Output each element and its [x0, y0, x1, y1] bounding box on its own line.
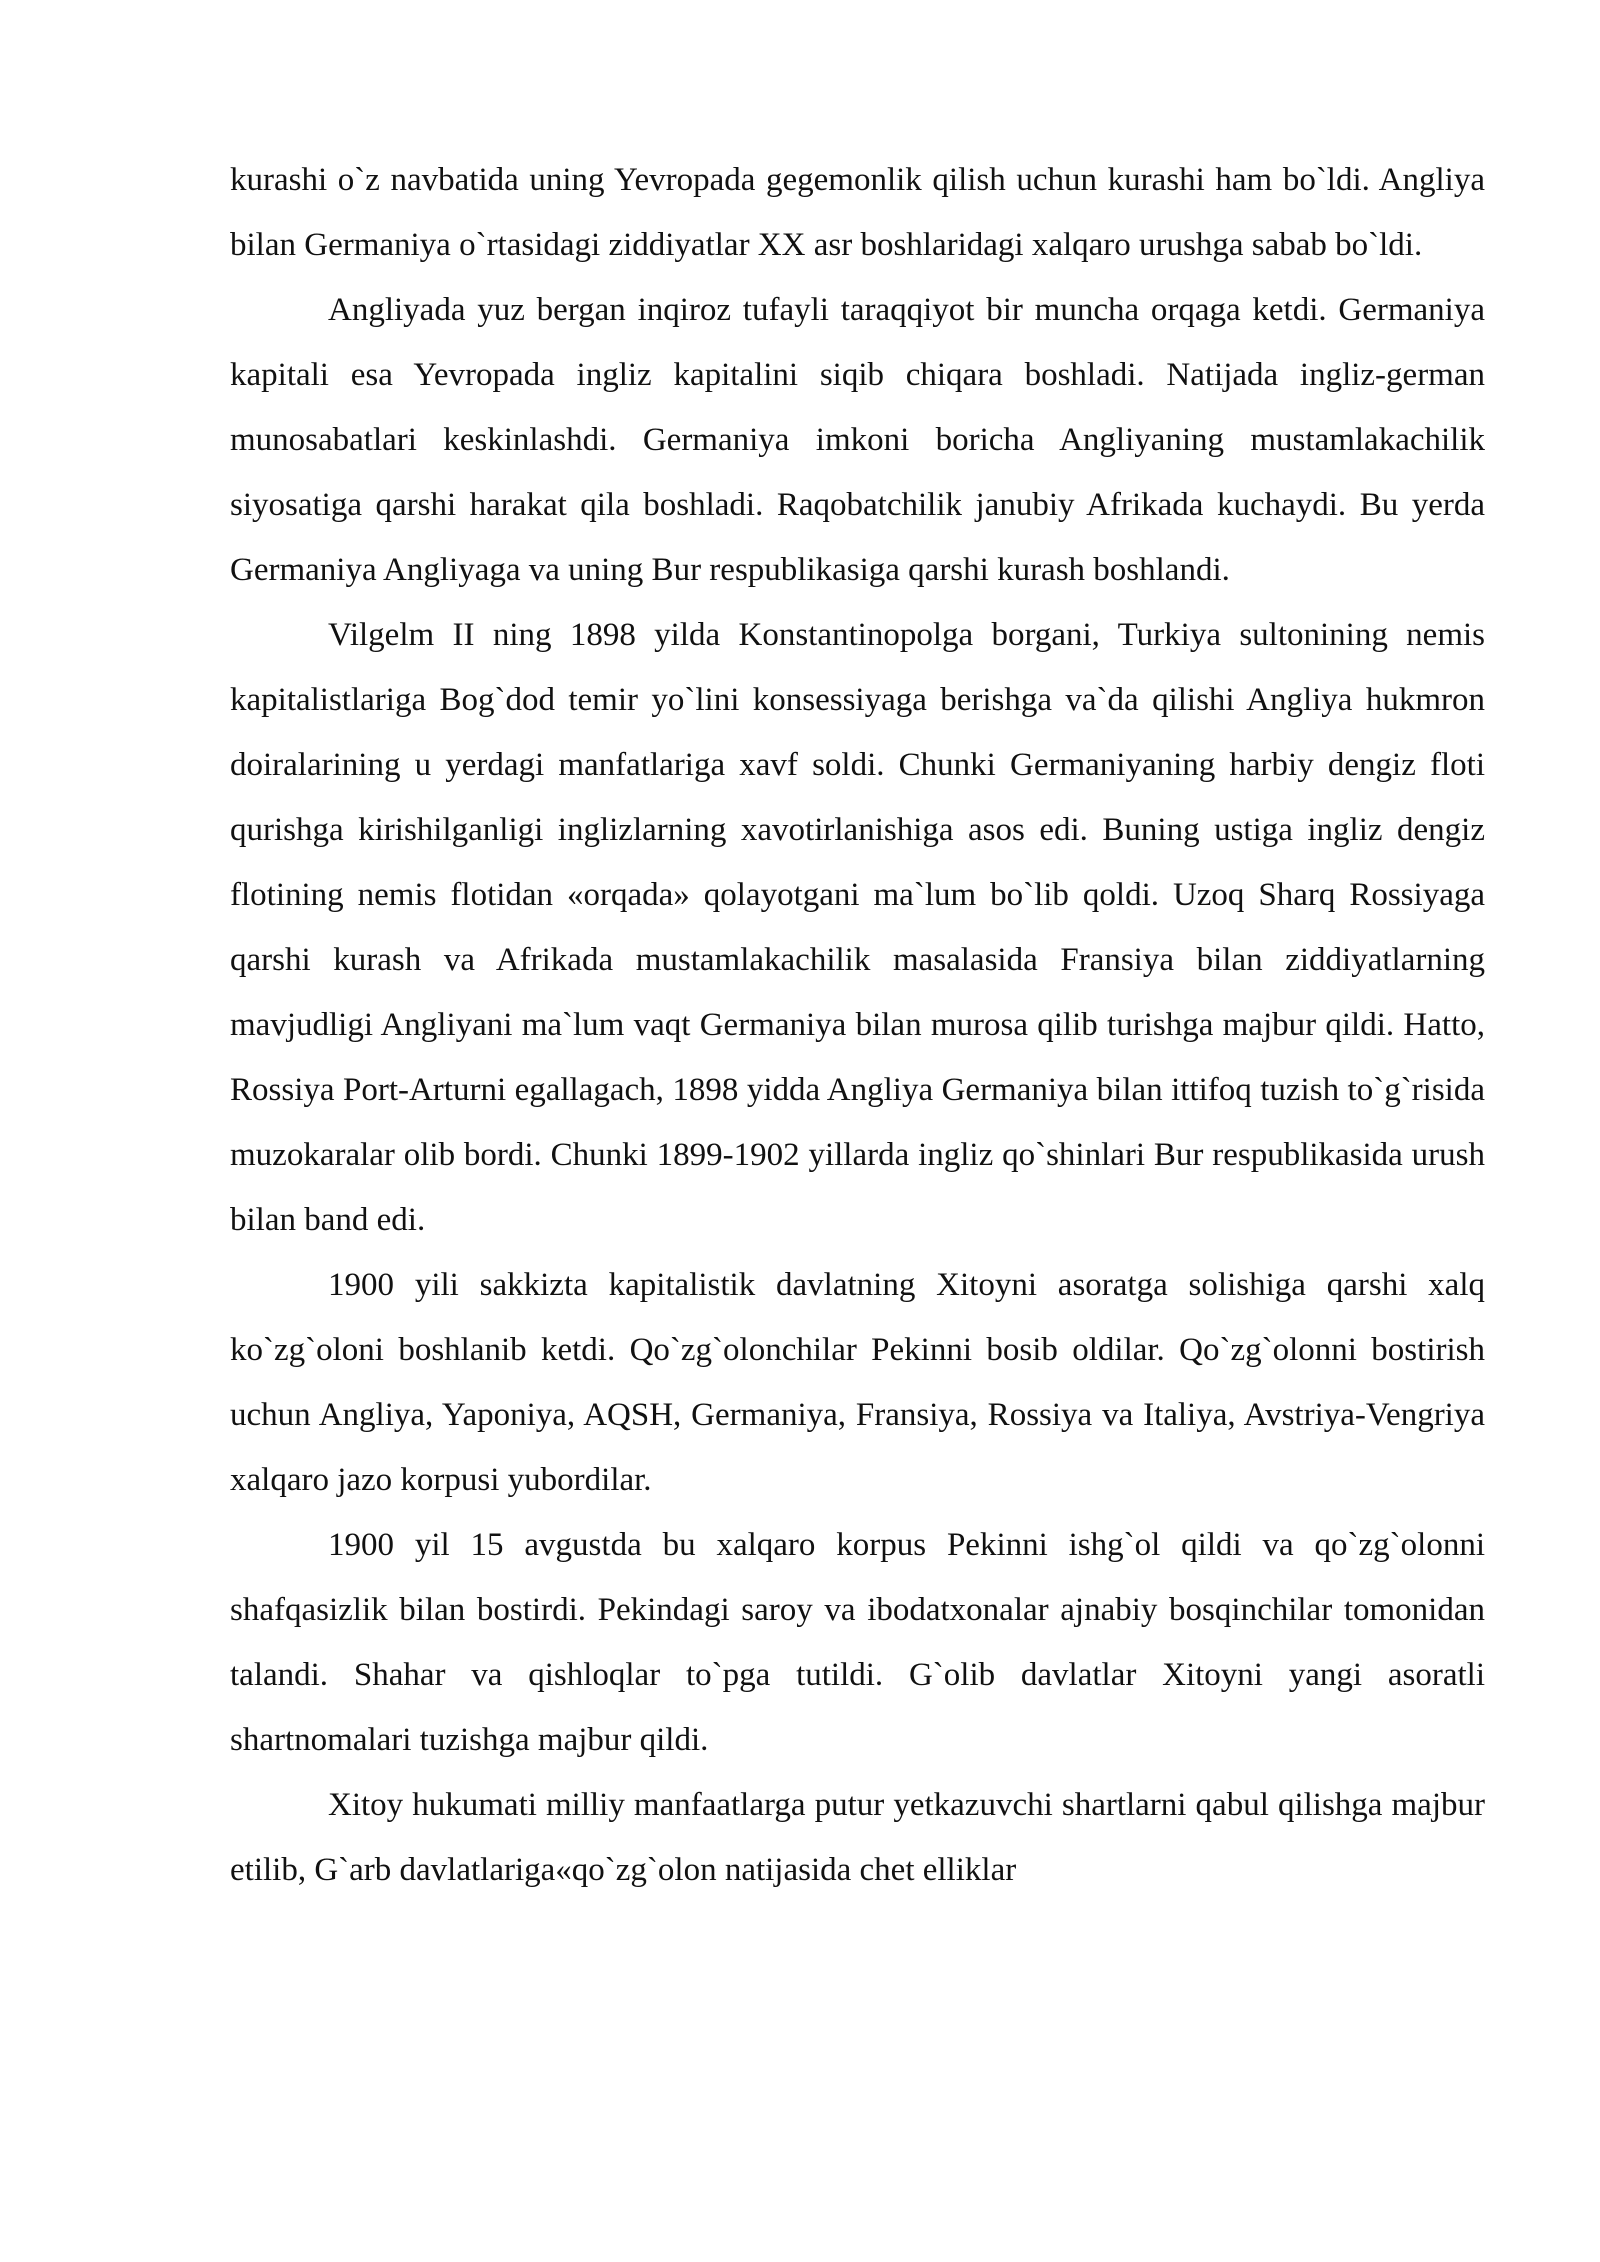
body-text [230, 148, 1485, 1903]
paragraph-2: Angliyada yuz bergan inqiroz tufayli taraqqiyot bir muncha orqaga ketdi. Germaniya kapitali esa Yevropada ingliz kapitalini siqib chiqara boshladi. Natijada ingliz-german munosabatlari keskinlashdi. Germaniya imkoni boricha Angliyaning mustamlakachilik siyosatiga qarshi harakat qila boshladi. Raqobatchilik janubiy Afrikada kuchaydi. Bu yerda Germaniya Angliyaga va uning Bur respublikasiga qarshi kurash boshlandi. [230, 292, 1485, 588]
paragraph-4: 1900 yili sakkizta kapitalistik davlatning Xitoyni asoratga solishiga qarshi xalq ko`zg`oloni boshlanib ketdi. Qo`zg`olonchilar Pekinni bosib oldilar. Qo`zg`olonni bostirish uchun Angliya, Yaponiya, AQSH, Germaniya, Fransiya, Rossiya va Italiya, Avstriya-Vengriya xalqaro jazo korpusi yubordilar. [230, 1267, 1485, 1498]
paragraph-6: Xitoy hukumati milliy manfaatlarga putur yetkazuvchi shartlarni qabul qilishga majbur etilib, G`arb davlatlariga«qo`zg`olon natijasida chet elliklar [230, 1787, 1485, 1888]
paragraph-5: 1900 yil 15 avgustda bu xalqaro korpus Pekinni ishg`ol qildi va qo`zg`olonni shafqasizlik bilan bostirdi. Pekindagi saroy va ibodatxonalar ajnabiy bosqinchilar tomonidan talandi. Shahar va qishloqlar to`pga tutildi. G`olib davlatlar Xitoyni yangi asoratli shartnomalari tuzishga majbur qildi. [230, 1527, 1485, 1758]
paragraph-3: Vilgelm II ning 1898 yilda Konstantinopolga borgani, Turkiya sultonining nemis kapitalistlariga Bog`dod temir yo`lini konsessiyaga berishga va`da qilishi Angliya hukmron doiralarining u yerdagi manfatlariga xavf soldi. Chunki Germaniyaning harbiy dengiz floti qurishga kirishilganligi inglizlarning xavotirlanishiga asos edi. Buning ustiga ingliz dengiz flotining nemis flotidan «orqada» qolayotgani ma`lum bo`lib qoldi. Uzoq Sharq Rossiyaga qarshi kurash va Afrikada mustamlakachilik masalasida Fransiya bilan ziddiyatlarning mavjudligi Angliyani ma`lum vaqt Germaniya bilan murosa qilib turishga majbur qildi. Hatto, Rossiya Port-Arturni egallagach, 1898 yidda Angliya Germaniya bilan ittifoq tuzish to`g`risida muzokaralar olib bordi. Chunki 1899-1902 yillarda ingliz qo`shinlari Bur respublikasida urush bilan band edi. [230, 617, 1485, 1238]
paragraph-1: kurashi o`z navbatida uning Yevropada gegemonlik qilish uchun kurashi ham bo`ldi. Angliya bilan Germaniya o`rtasidagi ziddiyatlar XX asr boshlaridagi xalqaro urushga sabab bo`ldi. [230, 162, 1485, 263]
